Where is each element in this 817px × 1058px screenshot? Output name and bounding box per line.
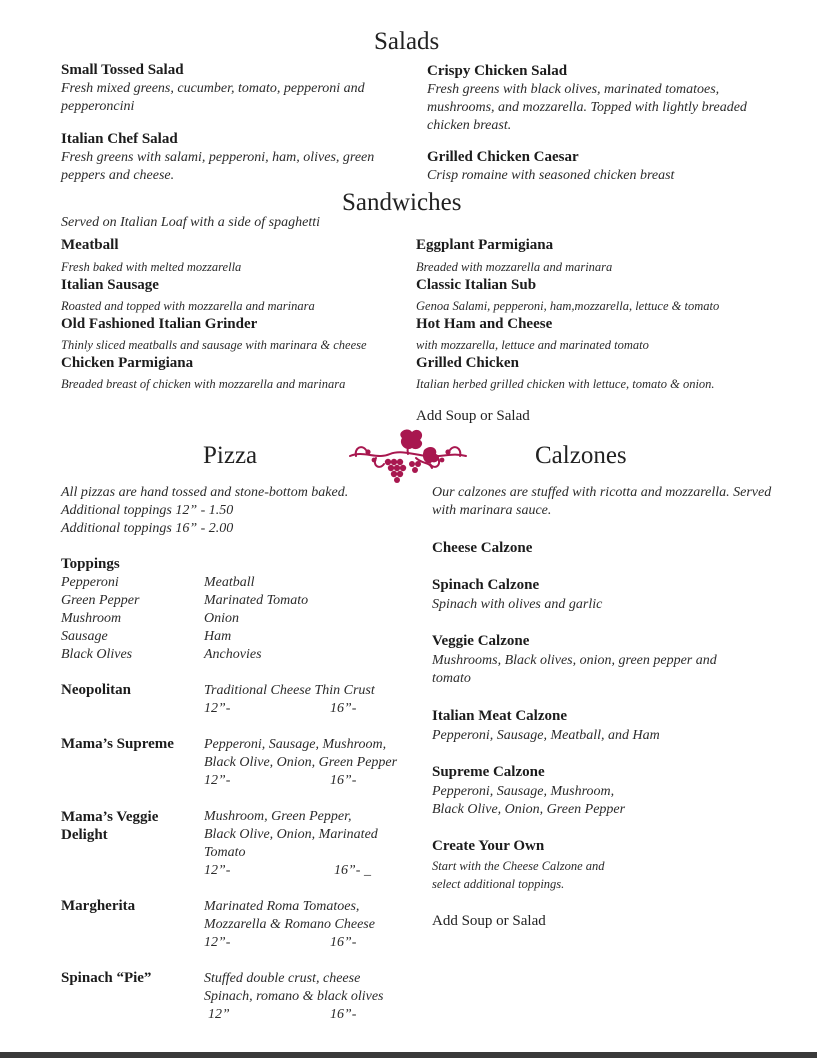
- pizza-price-16: 16”- _: [334, 863, 371, 878]
- pizza-intro-line: All pizzas are hand tossed and stone-bottom baked.: [61, 485, 349, 500]
- calzone-item-desc: Pepperoni, Sausage, Meatball, and Ham: [432, 728, 660, 743]
- pizza-intro-line: Additional toppings 16” - 2.00: [61, 521, 234, 536]
- calzone-item-name: Create Your Own: [432, 838, 545, 854]
- sandwiches-note: Served on Italian Loaf with a side of spaghetti: [61, 215, 320, 230]
- salad-item-desc: Fresh greens with salami, pepperoni, ham, olives, green peppers and cheese.: [61, 150, 375, 183]
- topping-item: Green Pepper: [61, 593, 140, 608]
- pizza-price-16: 16”-: [330, 701, 357, 716]
- calzone-item-name: Cheese Calzone: [432, 540, 533, 556]
- sandwich-item-desc: Roasted and topped with mozzarella and marinara: [61, 299, 315, 313]
- calzone-item-desc: Start with the Cheese Calzone and select additional toppings.: [432, 859, 605, 891]
- topping-item: Black Olives: [61, 647, 133, 662]
- pizza-price-12: 12”-: [204, 701, 231, 716]
- sandwich-item-desc: Breaded with mozzarella and marinara: [416, 260, 613, 274]
- calzone-item-desc: Mushrooms, Black olives, onion, green pepper and tomato: [432, 653, 717, 686]
- grape-vine-ornament-icon: [346, 424, 470, 486]
- salad-item-name: Small Tossed Salad: [61, 62, 184, 78]
- sandwich-item-desc: Fresh baked with melted mozzarella: [61, 260, 242, 274]
- sandwich-item-desc: Italian herbed grilled chicken with lettuce, tomato & onion.: [416, 377, 715, 391]
- calzone-item-desc: Pepperoni, Sausage, Mushroom, Black Olive, Onion, Green Pepper: [432, 784, 626, 817]
- topping-item: Sausage: [61, 629, 108, 644]
- pizza-specialty-desc: Marinated Roma Tomatoes, Mozzarella & Romano Cheese: [204, 899, 375, 932]
- pizza-specialty-name: Spinach “Pie”: [61, 970, 152, 986]
- sandwich-item-name: Chicken Parmigiana: [61, 355, 194, 371]
- salad-item-desc: Crisp romaine with seasoned chicken breast: [427, 168, 675, 183]
- pizza-specialty-name: Neopolitan: [61, 682, 132, 698]
- sandwiches-heading: Sandwiches: [342, 189, 462, 216]
- sandwich-item-name: Hot Ham and Cheese: [416, 316, 553, 332]
- sandwich-item-name: Italian Sausage: [61, 277, 159, 293]
- salad-item-name: Italian Chef Salad: [61, 131, 178, 147]
- sandwich-addon: Add Soup or Salad: [416, 408, 530, 424]
- pizza-price-12: 12”-: [204, 773, 231, 788]
- salads-heading: Salads: [374, 28, 440, 55]
- calzone-item-name: Veggie Calzone: [432, 633, 530, 649]
- pizza-price-16: 16”-: [330, 773, 357, 788]
- topping-item: Pepperoni: [61, 575, 119, 590]
- calzone-item-name: Spinach Calzone: [432, 577, 540, 593]
- sandwich-item-desc: Thinly sliced meatballs and sausage with marinara & cheese: [61, 338, 367, 352]
- sandwich-item-name: Old Fashioned Italian Grinder: [61, 316, 258, 332]
- calzone-item-name: Italian Meat Calzone: [432, 708, 567, 724]
- pizza-specialty-desc: Mushroom, Green Pepper, Black Olive, Onion, Marinated Tomato: [204, 809, 378, 860]
- pizza-specialty-desc: Pepperoni, Sausage, Mushroom, Black Olive, Onion, Green Pepper: [204, 737, 398, 770]
- salad-item-desc: Fresh greens with black olives, marinated tomatoes, mushrooms, and mozzarella. Topped with lightly breaded chicken breast.: [427, 82, 747, 133]
- sandwich-item-desc: Genoa Salami, pepperoni, ham,mozzarella, lettuce & tomato: [416, 299, 720, 313]
- pizza-price-12: 12”-: [204, 863, 231, 878]
- pizza-price-12: 12”-: [204, 935, 231, 950]
- salad-item-name: Crispy Chicken Salad: [427, 63, 568, 79]
- sandwich-item-name: Grilled Chicken: [416, 355, 519, 371]
- calzone-item-desc: Spinach with olives and garlic: [432, 597, 603, 612]
- calzone-item-name: Supreme Calzone: [432, 764, 545, 780]
- bottom-edge-bar: [0, 1052, 817, 1058]
- topping-item: Ham: [204, 629, 232, 644]
- sandwich-item-desc: Breaded breast of chicken with mozzarella and marinara: [61, 377, 346, 391]
- salad-item-desc: Fresh mixed greens, cucumber, tomato, pepperoni and pepperoncini: [61, 81, 365, 114]
- sandwich-item-desc: with mozzarella, lettuce and marinated tomato: [416, 338, 649, 352]
- salad-item-name: Grilled Chicken Caesar: [427, 149, 579, 165]
- sandwich-item-name: Classic Italian Sub: [416, 277, 537, 293]
- topping-item: Mushroom: [61, 611, 122, 626]
- topping-item: Anchovies: [204, 647, 262, 662]
- calzones-intro: Our calzones are stuffed with ricotta and mozzarella. Served with marinara sauce.: [432, 485, 772, 518]
- pizza-price-16: 16”-: [330, 935, 357, 950]
- pizza-specialty-desc: Traditional Cheese Thin Crust: [204, 683, 375, 698]
- calzone-addon: Add Soup or Salad: [432, 913, 546, 929]
- pizza-intro-line: Additional toppings 12” - 1.50: [61, 503, 234, 518]
- pizza-specialty-name: Mama’s Supreme: [61, 736, 174, 752]
- toppings-label: Toppings: [61, 556, 120, 572]
- pizza-specialty-name: Margherita: [61, 898, 136, 914]
- sandwich-item-name: Eggplant Parmigiana: [416, 237, 554, 253]
- topping-item: Marinated Tomato: [204, 593, 309, 608]
- pizza-price-12: 12”: [208, 1007, 230, 1022]
- pizza-price-16: 16”-: [330, 1007, 357, 1022]
- pizza-specialty-name: Mama’s Veggie Delight: [61, 809, 159, 843]
- pizza-specialty-desc: Stuffed double crust, cheese Spinach, romano & black olives: [204, 971, 384, 1004]
- sandwich-item-name: Meatball: [61, 237, 119, 253]
- topping-item: Meatball: [204, 575, 255, 590]
- topping-item: Onion: [204, 611, 239, 626]
- pizza-heading: Pizza: [203, 442, 258, 469]
- calzones-heading: Calzones: [535, 442, 627, 469]
